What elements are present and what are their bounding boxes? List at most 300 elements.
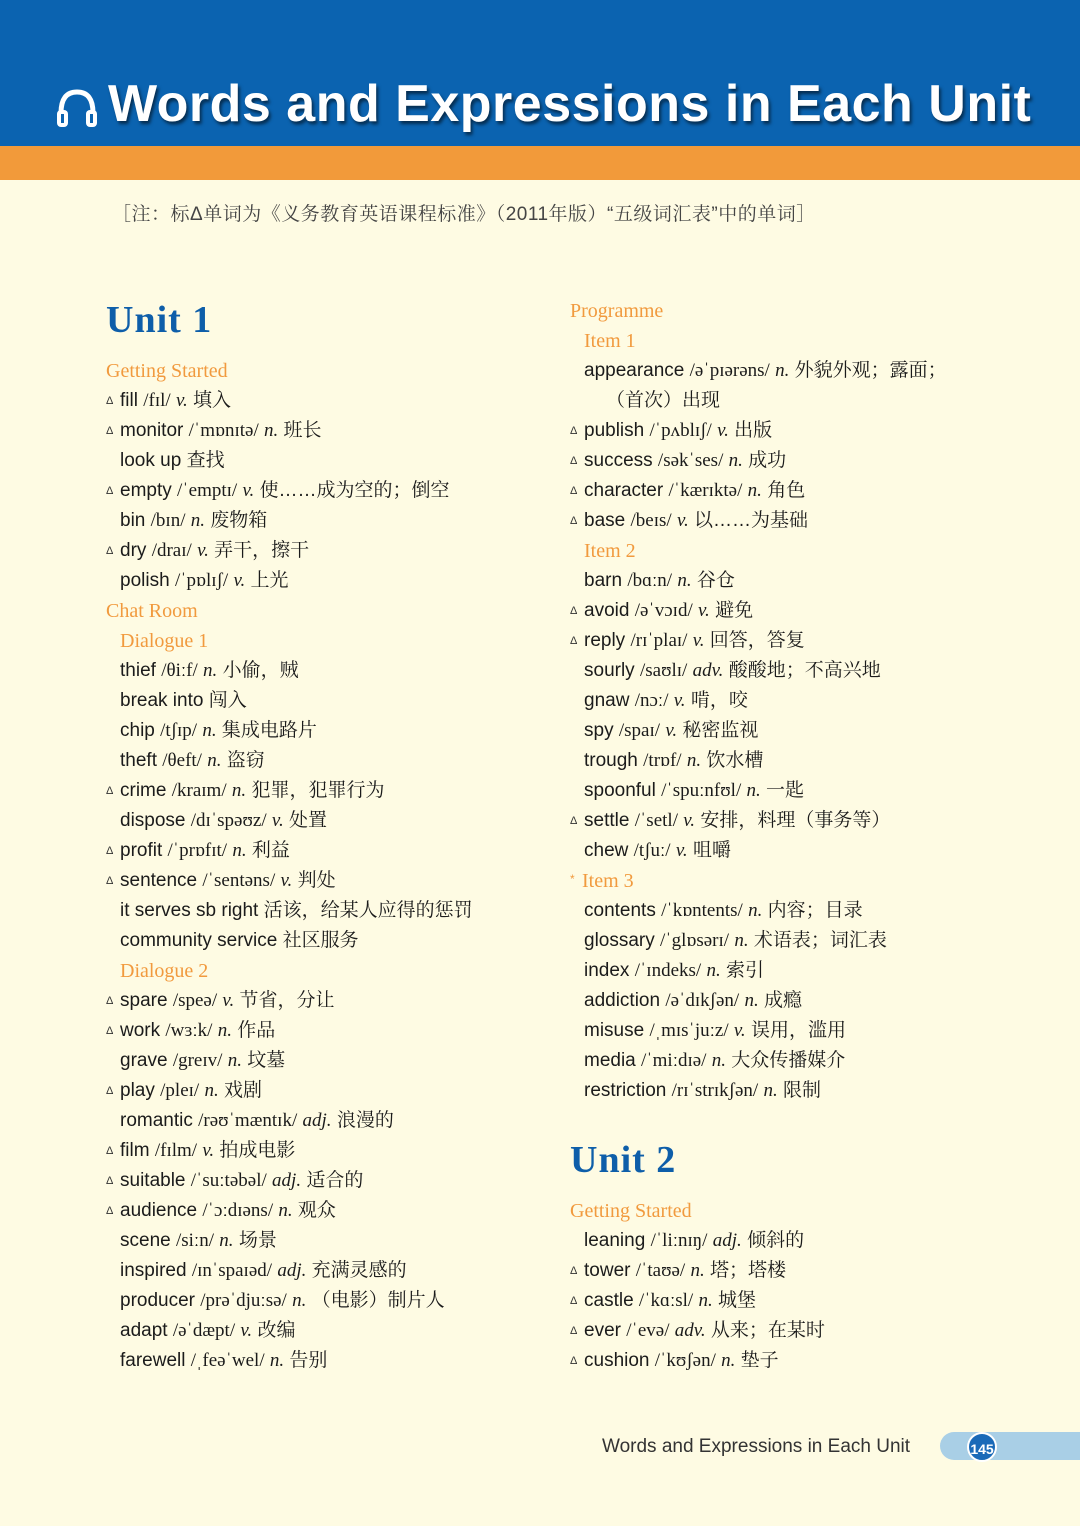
entry-part-of-speech: n. (686, 750, 702, 771)
entry-phonetic: /ˈtaʊə/ (635, 1260, 686, 1281)
footer-bar (940, 1432, 1080, 1460)
entry-phonetic: /əˈpɪərəns/ (689, 360, 770, 381)
new-word-mark: Δ (570, 1265, 578, 1277)
entry-part-of-speech: v. (733, 1020, 746, 1041)
entry-word: leaning (584, 1230, 646, 1251)
new-word-mark: Δ (106, 995, 114, 1007)
entry-gloss: 秘密监视 (682, 720, 759, 741)
vocab-entry (584, 926, 887, 956)
vocab-entry (106, 536, 310, 566)
vocab-entry (584, 1226, 804, 1256)
entry-phonetic: /fɪl/ (143, 390, 171, 411)
entry-gloss: 回答，答复 (709, 630, 805, 651)
new-word-mark: Δ (106, 845, 114, 857)
entry-word: grave (120, 1050, 168, 1071)
optional-star-icon: * (570, 872, 575, 886)
entry-phonetic: /ˈpʌblɪʃ/ (649, 420, 712, 441)
entry-part-of-speech: n. (746, 780, 761, 801)
vocab-entry (584, 656, 881, 686)
vocab-entry (584, 716, 758, 746)
entry-word: cushion (584, 1350, 650, 1371)
entry-part-of-speech: n. (763, 1080, 778, 1101)
entry-gloss: 饮水槽 (706, 750, 764, 771)
entry-word: gnaw (584, 690, 630, 711)
entry-phonetic: /θiːf/ (161, 660, 198, 681)
entry-word: spy (584, 720, 614, 741)
entry-part-of-speech: v. (675, 840, 688, 861)
entry-phonetic: /prəˈdjuːsə/ (200, 1290, 287, 1311)
new-word-mark: Δ (106, 485, 114, 497)
vocab-entry (106, 866, 336, 896)
entry-word: media (584, 1050, 636, 1071)
dialogue-1-heading: Dialogue 1 (120, 630, 209, 652)
entry-word: dry (120, 540, 147, 561)
entry-phonetic: /ˈɪndeks/ (634, 960, 702, 981)
entry-part-of-speech: v. (242, 480, 255, 501)
entry-gloss: 以……为基础 (694, 510, 809, 531)
vocab-entry (120, 446, 225, 476)
entry-word: character (584, 480, 664, 501)
entry-word: chip (120, 720, 155, 741)
entry-gloss: 观众 (297, 1200, 336, 1221)
entry-phonetic: /θeft/ (162, 750, 202, 771)
new-word-mark: Δ (106, 1085, 114, 1097)
entry-word: theft (120, 750, 157, 771)
entry-word: sentence (120, 870, 198, 891)
vocab-entry (606, 386, 720, 416)
entry-word: ever (584, 1320, 621, 1341)
entry-phonetic: /ˈsuːtəbəl/ (190, 1170, 267, 1191)
entry-part-of-speech: v. (717, 420, 729, 441)
entry-gloss: 外貌外观；露面； (794, 360, 947, 381)
entry-part-of-speech: v. (175, 390, 188, 411)
entry-phonetic: /siːn/ (175, 1230, 214, 1251)
entry-phonetic: /bɑːn/ (627, 570, 673, 591)
item-1-heading: Item 1 (584, 330, 636, 352)
entry-part-of-speech: adj. (277, 1260, 307, 1281)
entry-word: play (120, 1080, 155, 1101)
vocab-entry (106, 1016, 276, 1046)
entry-gloss: 犯罪，犯罪行为 (251, 780, 385, 801)
new-word-mark: Δ (570, 1355, 578, 1367)
entry-gloss: 大众传播媒介 (731, 1050, 846, 1071)
entry-gloss: 误用，滥用 (750, 1020, 846, 1041)
entry-word: tower (584, 1260, 631, 1281)
new-word-mark: Δ (106, 545, 114, 557)
entry-phonetic: /ˈsentəns/ (202, 870, 276, 891)
vocab-entry (120, 1226, 277, 1256)
new-word-mark: Δ (570, 1325, 578, 1337)
vocab-entry (120, 1046, 285, 1076)
entry-phonetic: /speə/ (172, 990, 218, 1011)
vocab-entry (106, 836, 290, 866)
entry-part-of-speech: n. (292, 1290, 307, 1311)
entry-phonetic: /bɪn/ (150, 510, 186, 531)
entry-part-of-speech: n. (698, 1290, 713, 1311)
entry-gloss: 从来；在某时 (710, 1320, 825, 1341)
entry-gloss: 告别 (289, 1350, 328, 1371)
vocab-entry (584, 356, 947, 386)
entry-word: index (584, 960, 630, 981)
vocab-entry (570, 1346, 779, 1376)
entry-word: film (120, 1140, 150, 1161)
entry-gloss: 小偷，贼 (222, 660, 299, 681)
entry-part-of-speech: n. (278, 1200, 293, 1221)
entry-phonetic: /ˈliːnɪŋ/ (650, 1230, 708, 1251)
entry-phonetic: /ˈmɒnɪtə/ (188, 420, 259, 441)
entry-gloss: 避免 (715, 600, 754, 621)
entry-word: adapt (120, 1320, 168, 1341)
vocab-entry (570, 1286, 757, 1316)
vocab-entry (584, 686, 748, 716)
entry-part-of-speech: adj. (272, 1170, 302, 1191)
entry-part-of-speech: adj. (712, 1230, 742, 1251)
entry-gloss: 改编 (257, 1320, 296, 1341)
entry-gloss: 啃，咬 (690, 690, 748, 711)
vocab-entry (120, 1256, 407, 1286)
entry-word: contents (584, 900, 656, 921)
entry-phonetic: /ˌmɪsˈjuːz/ (649, 1020, 729, 1041)
vocab-entry (570, 476, 806, 506)
vocab-entry (106, 986, 335, 1016)
entry-word: work (120, 1020, 161, 1041)
entry-part-of-speech: n. (232, 840, 247, 861)
vocab-entry (120, 926, 359, 956)
entry-phonetic: /ˈevə/ (626, 1320, 670, 1341)
entry-word: it serves sb right (120, 900, 259, 921)
entry-part-of-speech: v. (197, 540, 209, 561)
entry-phonetic: /əˈdæpt/ (172, 1320, 236, 1341)
new-word-mark: Δ (570, 485, 578, 497)
entry-part-of-speech: adv. (692, 660, 724, 681)
entry-phonetic: /ˈglɒsərɪ/ (660, 930, 730, 951)
entry-part-of-speech: v. (271, 810, 284, 831)
entry-gloss: 浪漫的 (336, 1110, 394, 1131)
entry-word: producer (120, 1290, 195, 1311)
headphones-icon (56, 86, 98, 130)
entry-phonetic: /kraɪm/ (171, 780, 227, 801)
entry-phonetic: /pleɪ/ (160, 1080, 200, 1101)
entry-phonetic: /əˈvɔɪd/ (634, 600, 693, 621)
entry-word: profit (120, 840, 163, 861)
entry-gloss: 使……成为空的；倒空 (259, 480, 450, 501)
entry-phonetic: /ˈkɒntents/ (661, 900, 743, 921)
entry-part-of-speech: v. (233, 570, 246, 591)
entry-phonetic: /fɪlm/ (154, 1140, 198, 1161)
entry-gloss: 集成电路片 (221, 720, 317, 741)
entry-part-of-speech: n. (202, 720, 217, 741)
section-programme: Programme (570, 300, 664, 322)
vocab-entry (570, 1316, 825, 1346)
entry-gloss: 适合的 (306, 1170, 364, 1191)
section-getting-started: Getting Started (106, 360, 228, 382)
entry-part-of-speech: n. (203, 660, 218, 681)
entry-phonetic: /ˈspuːnfʊl/ (661, 780, 742, 801)
vocab-entry (120, 1346, 327, 1376)
entry-word: misuse (584, 1020, 645, 1041)
entry-phonetic: /ɪnˈspaɪəd/ (191, 1260, 273, 1281)
entry-word: spare (120, 990, 168, 1011)
entry-phonetic: /trɒf/ (643, 750, 682, 771)
entry-word: success (584, 450, 653, 471)
entry-part-of-speech: n. (747, 480, 762, 501)
entry-word: chew (584, 840, 629, 861)
unit-2-title: Unit 2 (570, 1139, 677, 1181)
footer-title: Words and Expressions in Each Unit (602, 1436, 911, 1457)
entry-word: sourly (584, 660, 635, 681)
entry-phonetic: /beɪs/ (630, 510, 672, 531)
entry-phonetic: /səkˈses/ (657, 450, 724, 471)
section-getting-started-unit-2: Getting Started (570, 1200, 692, 1222)
entry-part-of-speech: v. (692, 630, 705, 651)
vocab-entry (584, 746, 763, 776)
entry-word: trough (584, 750, 638, 771)
entry-gloss: 安排，料理（事务等） (700, 810, 891, 831)
new-word-mark: Δ (570, 815, 578, 827)
vocab-entry (570, 626, 805, 656)
entry-phonetic: /ˈemptɪ/ (177, 480, 238, 501)
entry-word: restriction (584, 1080, 667, 1101)
entry-gloss: 出版 (734, 420, 773, 441)
entry-gloss: 场景 (238, 1230, 277, 1251)
vocab-entry (584, 566, 735, 596)
vocab-entry (570, 416, 773, 446)
entry-word: bin (120, 510, 146, 531)
entry-gloss: 一匙 (766, 780, 805, 801)
entry-word: appearance (584, 360, 685, 381)
entry-gloss: 班长 (283, 420, 322, 441)
entry-part-of-speech: n. (721, 1350, 736, 1371)
new-word-mark: Δ (570, 425, 578, 437)
entry-gloss: 垫子 (740, 1350, 779, 1371)
entry-gloss: 谷仓 (696, 570, 735, 591)
entry-phonetic: /dɪˈspəʊz/ (190, 810, 267, 831)
entry-word: glossary (584, 930, 655, 951)
entry-part-of-speech: n. (734, 930, 749, 951)
entry-word: fill (120, 390, 138, 411)
entry-gloss: 戏剧 (224, 1080, 263, 1101)
vocab-entry (106, 776, 385, 806)
entry-phonetic: /ˈpɒlɪʃ/ (174, 570, 229, 591)
item-3-heading: Item 3 (582, 870, 634, 892)
vocab-entry (106, 1166, 364, 1196)
entry-word: dispose (120, 810, 186, 831)
vocab-entry (584, 1076, 821, 1106)
new-word-mark: Δ (106, 875, 114, 887)
entry-phonetic: /greɪv/ (172, 1050, 223, 1071)
vocab-entry (584, 836, 731, 866)
entry-phonetic: /tʃɪp/ (160, 720, 198, 741)
entry-phonetic: /rɪˈplaɪ/ (630, 630, 688, 651)
entry-gloss: 利益 (251, 840, 290, 861)
unit-1-title: Unit 1 (106, 299, 213, 341)
entry-part-of-speech: n. (775, 360, 790, 381)
entry-part-of-speech: n. (677, 570, 692, 591)
entry-gloss: 处置 (288, 810, 327, 831)
entry-phonetic: /rɪˈstrɪkʃən/ (671, 1080, 759, 1101)
entry-gloss: 内容；目录 (767, 900, 863, 921)
vocab-entry (106, 1076, 263, 1106)
dialogue-2-heading: Dialogue 2 (120, 960, 209, 982)
entry-word: scene (120, 1230, 171, 1251)
vocab-entry (120, 686, 247, 716)
entry-phonetic: /nɔː/ (634, 690, 669, 711)
entry-part-of-speech: n. (706, 960, 721, 981)
entry-part-of-speech: v. (698, 600, 710, 621)
entry-part-of-speech: n. (219, 1230, 234, 1251)
entry-phonetic: /ˈkærɪktə/ (668, 480, 743, 501)
entry-phonetic: /ˈɔːdɪəns/ (202, 1200, 274, 1221)
vocab-entry (120, 1316, 295, 1346)
vocab-entry (570, 596, 754, 626)
entry-phonetic: /ˈkʊʃən/ (654, 1350, 716, 1371)
vocab-entry (106, 1136, 296, 1166)
entry-part-of-speech: n. (748, 900, 763, 921)
entry-word: publish (584, 420, 645, 441)
new-word-mark: Δ (106, 425, 114, 437)
new-word-mark: Δ (106, 1205, 114, 1217)
entry-part-of-speech: n. (190, 510, 206, 531)
entry-word: castle (584, 1290, 634, 1311)
vocab-entry (584, 1016, 846, 1046)
entry-word: addiction (584, 990, 661, 1011)
vocab-entry (120, 656, 299, 686)
entry-gloss: 成瘾 (764, 990, 803, 1011)
item-2-heading: Item 2 (584, 540, 636, 562)
vocab-entry (120, 566, 289, 596)
vocab-entry (120, 896, 473, 926)
entry-phonetic: /ˈsetl/ (634, 810, 678, 831)
note-text: ［注：标Δ单词为《义务教育英语课程标准》（2011年版）“五级词汇表”中的单词］ (112, 204, 816, 225)
entry-part-of-speech: v. (676, 510, 689, 531)
new-word-mark: Δ (106, 395, 114, 407)
vocab-entry (570, 1256, 787, 1286)
entry-phonetic: /ˌfeəˈwel/ (190, 1350, 265, 1371)
vocab-entry (570, 506, 809, 536)
entry-gloss: 塔；塔楼 (710, 1260, 787, 1281)
entry-gloss: 城堡 (718, 1290, 757, 1311)
entry-word: community service (120, 930, 278, 951)
new-word-mark: Δ (570, 515, 578, 527)
entry-part-of-speech: n. (227, 1050, 242, 1071)
entry-part-of-speech: n. (711, 1050, 726, 1071)
new-word-mark: Δ (106, 1145, 114, 1157)
entry-word: inspired (120, 1260, 187, 1281)
entry-phonetic: /ˈmiːdɪə/ (641, 1050, 707, 1071)
entry-word: polish (120, 570, 170, 591)
entry-word: look up (120, 450, 182, 471)
vocab-entry (106, 1196, 336, 1226)
entry-part-of-speech: v. (222, 990, 235, 1011)
vocab-entry (570, 806, 891, 836)
new-word-mark: Δ (570, 455, 578, 467)
entry-gloss: 术语表；词汇表 (753, 930, 887, 951)
entry-gloss: （首次）出现 (606, 390, 721, 411)
entry-part-of-speech: v. (665, 720, 678, 741)
entry-word: barn (584, 570, 623, 591)
entry-word: audience (120, 1200, 198, 1221)
entry-part-of-speech: n. (264, 420, 279, 441)
entry-part-of-speech: v. (280, 870, 293, 891)
entry-gloss: （电影）制片人 (311, 1290, 445, 1311)
entry-word: crime (120, 780, 167, 801)
entry-gloss: 社区服务 (282, 930, 359, 951)
entry-gloss: 判处 (297, 870, 336, 891)
vocab-entry (120, 506, 267, 536)
vocab-entry (584, 776, 804, 806)
entry-part-of-speech: adv. (674, 1320, 706, 1341)
entry-part-of-speech: v. (683, 810, 696, 831)
entry-word: thief (120, 660, 156, 681)
entry-word: empty (120, 480, 172, 501)
vocab-entry (584, 986, 802, 1016)
entry-gloss: 查找 (186, 450, 225, 471)
entry-gloss: 盗窃 (226, 750, 265, 771)
entry-gloss: 咀嚼 (692, 840, 731, 861)
entry-part-of-speech: n. (217, 1020, 232, 1041)
entry-part-of-speech: v. (202, 1140, 215, 1161)
vocab-entry (120, 1286, 445, 1316)
entry-gloss: 角色 (767, 480, 806, 501)
vocab-entry (120, 746, 265, 776)
entry-gloss: 酸酸地；不高兴地 (728, 660, 881, 681)
header-stripe (0, 146, 1080, 180)
vocab-entry (584, 1046, 845, 1076)
entry-part-of-speech: v. (240, 1320, 253, 1341)
entry-word: farewell (120, 1350, 186, 1371)
new-word-mark: Δ (570, 635, 578, 647)
new-word-mark: Δ (106, 1025, 114, 1037)
new-word-mark: Δ (570, 1295, 578, 1307)
new-word-mark: Δ (106, 1175, 114, 1187)
vocab-entry (106, 416, 322, 446)
entry-word: avoid (584, 600, 630, 621)
vocab-entry (584, 956, 764, 986)
entry-part-of-speech: n. (204, 1080, 219, 1101)
entry-phonetic: /əˈdɪkʃən/ (665, 990, 740, 1011)
entry-gloss: 拍成电影 (219, 1140, 296, 1161)
entry-word: suitable (120, 1170, 186, 1191)
entry-part-of-speech: n. (728, 450, 743, 471)
vocab-entry (570, 446, 787, 476)
vocab-entry (120, 806, 327, 836)
entry-word: break into (120, 690, 204, 711)
vocab-entry (106, 386, 232, 416)
entry-word: reply (584, 630, 626, 651)
entry-gloss: 索引 (726, 960, 765, 981)
entry-phonetic: /ˈprɒfɪt/ (167, 840, 228, 861)
entry-phonetic: /tʃuː/ (633, 840, 671, 861)
section-chat-room: Chat Room (106, 600, 198, 622)
entry-word: monitor (120, 420, 184, 441)
entry-word: spoonful (584, 780, 656, 801)
entry-gloss: 作品 (237, 1020, 276, 1041)
vocab-entry (120, 1106, 394, 1136)
entry-phonetic: /saʊlɪ/ (639, 660, 688, 681)
entry-gloss: 充满灵感的 (311, 1260, 407, 1281)
entry-phonetic: /spaɪ/ (618, 720, 661, 741)
entry-gloss: 坟墓 (247, 1050, 286, 1071)
new-word-mark: Δ (106, 785, 114, 797)
vocab-entry (584, 896, 863, 926)
entry-gloss: 废物箱 (210, 510, 268, 531)
entry-part-of-speech: n. (690, 1260, 705, 1281)
entry-word: romantic (120, 1110, 193, 1131)
new-word-mark: Δ (570, 605, 578, 617)
entry-part-of-speech: n. (207, 750, 222, 771)
entry-gloss: 填入 (193, 390, 232, 411)
entry-gloss: 弄干，擦干 (214, 540, 310, 561)
